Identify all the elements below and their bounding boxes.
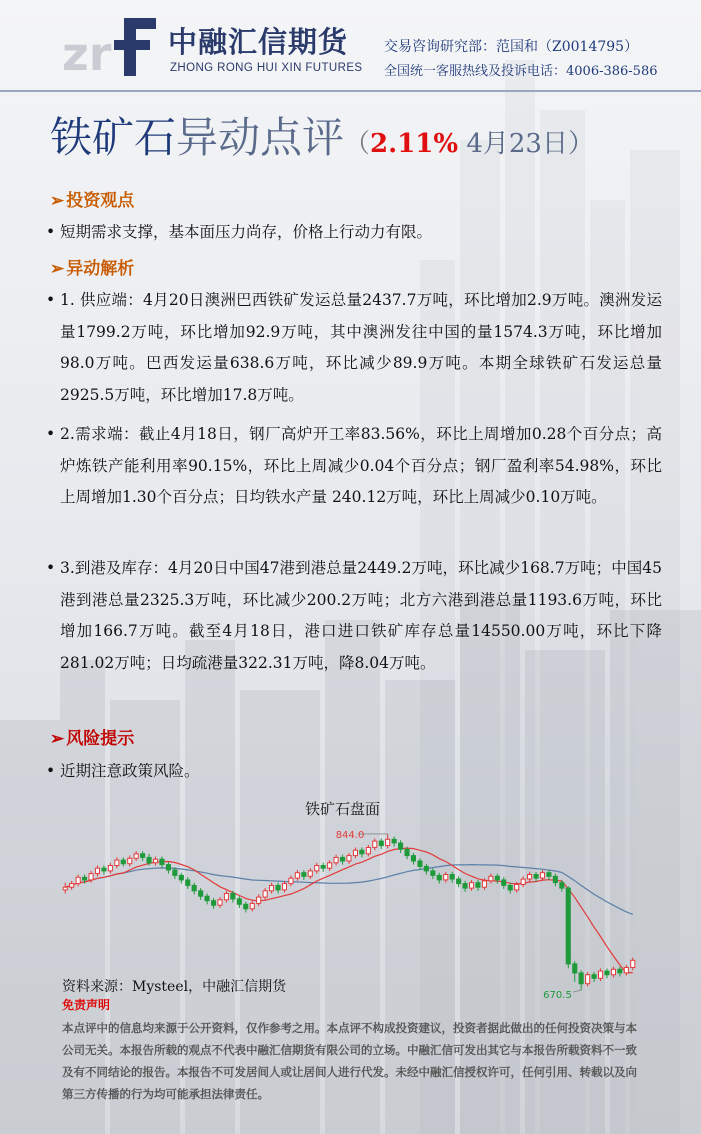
title-commodity: 铁矿石 bbox=[50, 113, 177, 162]
bullet-dot-icon: • bbox=[46, 291, 56, 309]
data-source: 资料来源：Mysteel，中融汇信期货 bbox=[62, 979, 287, 995]
candle-body bbox=[199, 891, 203, 896]
bullet-dot-icon: • bbox=[46, 425, 56, 443]
candle-body bbox=[566, 888, 570, 964]
candle-body bbox=[186, 880, 190, 885]
contact-analyst: 交易咨询研究部：范国和（Z0014795） bbox=[384, 39, 639, 55]
candle-body bbox=[166, 865, 170, 870]
section-heading-analysis: ➢ 异动解析 bbox=[50, 259, 135, 279]
candle-body bbox=[444, 875, 448, 880]
candle-body bbox=[263, 891, 267, 897]
disclaimer-body: 本点评中的信息均来源于公开资料，仅作参考之用。本点评不构成投资建议，投资者据此做出的任何投资决策与本公司无关。本报告所载的观点不代表中融汇信期货有限公司的立场。中融汇信可发出其它与本报告所载资料不一致及有不同结论的报告。本报告不可发居间人或让居间人进行代发。未经中融汇信授权许可，任何引用、转载以及向第三方传播的行为均可能承担法律责任。 bbox=[62, 1021, 637, 1101]
candle-body bbox=[495, 876, 499, 880]
section-heading-risk: ➢ 风险提示 bbox=[50, 729, 135, 749]
candle-body bbox=[489, 876, 493, 881]
bullet-view bbox=[46, 217, 662, 249]
section-heading-view: ➢ 投资观点 bbox=[50, 191, 135, 211]
candle-body bbox=[76, 877, 80, 883]
candle-body bbox=[508, 885, 512, 890]
candle-body bbox=[83, 877, 87, 880]
candle-body bbox=[579, 973, 583, 984]
candle-body bbox=[244, 904, 248, 909]
candle-body bbox=[560, 883, 564, 888]
candle-body bbox=[308, 871, 312, 876]
candle-body bbox=[482, 881, 486, 887]
title-change: 2.11% bbox=[370, 129, 459, 159]
candle-body bbox=[411, 856, 415, 861]
candle-body bbox=[631, 960, 635, 967]
report-header bbox=[0, 0, 701, 95]
company-logo bbox=[62, 12, 162, 82]
candle-body bbox=[379, 841, 383, 846]
ma-long-line bbox=[65, 865, 633, 915]
contact-hotline: 全国统一客服热线及投诉电话：4006-386-586 bbox=[384, 64, 658, 79]
svg-text:zr: zr bbox=[62, 27, 112, 81]
report-title bbox=[50, 112, 594, 170]
brand-name-en: ZHONG RONG HUI XIN FUTURES bbox=[170, 62, 363, 74]
chart-title: 铁矿石盘面 bbox=[305, 800, 381, 818]
candle-body bbox=[108, 866, 112, 871]
title-type: 异动点评 bbox=[176, 113, 345, 162]
candle-body bbox=[321, 866, 325, 869]
candle-body bbox=[289, 878, 293, 883]
bullet-supply bbox=[46, 285, 662, 411]
analysis-item-demand: 2.需求端：截止4月18日，钢厂高炉开工率83.56%，环比上周增加0.28个百分点；高炉炼铁产能利用率90.15%，环比上周减少0.04个百分点；钢厂盈利率54.98%，环比上周增加1.30个百分点；日均铁水产量 240.12万吨，环比上周减少0.10万吨。 bbox=[60, 425, 662, 506]
candle-body bbox=[102, 868, 106, 871]
candle-body bbox=[173, 870, 177, 875]
candle-body bbox=[218, 900, 222, 905]
candle-body bbox=[599, 971, 603, 978]
view-text: 短期需求支撑，基本面压力尚存，价格上行动力有限。 bbox=[60, 223, 433, 241]
candle-body bbox=[392, 839, 396, 843]
candle-body bbox=[341, 857, 345, 861]
candle-body bbox=[540, 873, 544, 878]
candle-body bbox=[450, 875, 454, 880]
candle-body bbox=[534, 875, 538, 879]
candle-body bbox=[431, 871, 435, 876]
bullet-demand bbox=[46, 419, 662, 514]
candle-body bbox=[250, 903, 254, 908]
bullet-dot-icon: • bbox=[46, 223, 56, 241]
candle-body bbox=[573, 964, 577, 973]
candle-body bbox=[605, 971, 609, 975]
analysis-item-port: 3.到港及库存：4月20日中国47港到港总量2449.2万吨，环比减少168.7万吨；中国45港到港总量2325.3万吨，环比减少200.2万吨；北方六港到港总量1193.6万吨，环比增加166.7万吨。截至4月18日，港口进口铁矿库存总量14550.00万吨，环比下降281.02万吨；日均疏港量322.31万吨，降8.04万吨。 bbox=[60, 559, 662, 672]
candle-body bbox=[515, 885, 519, 890]
candle-body bbox=[121, 860, 125, 864]
candle-body bbox=[360, 850, 364, 854]
bullet-port bbox=[46, 553, 662, 679]
candle-body bbox=[618, 969, 622, 973]
candle-body bbox=[95, 868, 99, 873]
candle-body bbox=[334, 857, 338, 862]
candle-body bbox=[160, 859, 164, 864]
candle-body bbox=[141, 854, 145, 858]
candle-body bbox=[366, 848, 370, 854]
candle-body bbox=[128, 858, 132, 863]
candle-body bbox=[212, 901, 216, 906]
candle-body bbox=[205, 896, 209, 901]
candle-body bbox=[476, 883, 480, 888]
candle-body bbox=[237, 899, 241, 904]
candle-body bbox=[89, 874, 93, 880]
candle-body bbox=[547, 873, 551, 877]
candle-body bbox=[154, 859, 158, 863]
arrow-icon: ➢ bbox=[50, 259, 65, 279]
disclaimer-title: 免责声明 bbox=[62, 998, 111, 1012]
candle-body bbox=[282, 884, 286, 890]
bullet-dot-icon: • bbox=[46, 762, 56, 780]
candle-body bbox=[192, 885, 196, 890]
arrow-icon: ➢ bbox=[50, 191, 65, 211]
high-label: 844.0 bbox=[335, 829, 365, 841]
candle-body bbox=[134, 854, 138, 859]
candle-body bbox=[424, 866, 428, 871]
candle-body bbox=[521, 879, 525, 884]
candle-body bbox=[315, 866, 319, 871]
candle-body bbox=[437, 875, 441, 880]
candle-body bbox=[115, 860, 119, 865]
candle-body bbox=[502, 880, 506, 885]
candle-body bbox=[611, 969, 615, 974]
candle-body bbox=[586, 975, 590, 984]
ma-short-line bbox=[65, 848, 633, 973]
low-label: 670.5 bbox=[543, 990, 572, 1002]
bullet-risk bbox=[46, 756, 662, 788]
candle-body bbox=[302, 873, 306, 877]
header-divider bbox=[0, 90, 701, 92]
candle-body bbox=[399, 843, 403, 849]
title-paren: （ bbox=[344, 129, 371, 159]
candle-body bbox=[624, 968, 628, 973]
candle-body bbox=[418, 861, 422, 866]
candle-body bbox=[257, 897, 261, 903]
candle-body bbox=[457, 879, 461, 884]
candle-body bbox=[553, 876, 557, 882]
low-marker bbox=[573, 990, 581, 992]
candle-body bbox=[353, 850, 357, 855]
candle-body bbox=[463, 884, 467, 889]
candle-body bbox=[70, 884, 74, 888]
title-date: 4月23日） bbox=[458, 129, 594, 159]
candle-body bbox=[470, 883, 474, 888]
candle-body bbox=[528, 875, 532, 880]
candle-body bbox=[224, 894, 228, 900]
candle-body bbox=[295, 873, 299, 878]
arrow-icon: ➢ bbox=[50, 729, 65, 749]
bullet-dot-icon: • bbox=[46, 559, 56, 577]
candle-body bbox=[347, 856, 351, 861]
analysis-item-supply: 1. 供应端：4月20日澳洲巴西铁矿发运总量2437.7万吨，环比增加2.9万吨。澳洲发运量1799.2万吨，环比增加92.9万吨，其中澳洲发往中国的量1574.3万吨，环比增加98.0万吨。巴西发运量638.6万吨，环比减少89.9万吨。本期全球铁矿石发运总量2925.5万吨，环比增加17.8万吨。 bbox=[60, 291, 662, 404]
candle-body bbox=[405, 849, 409, 855]
risk-text: 近期注意政策风险。 bbox=[60, 762, 200, 780]
candle-body bbox=[386, 839, 390, 845]
candle-body bbox=[328, 863, 332, 868]
candle-body bbox=[373, 841, 377, 847]
candle-body bbox=[63, 887, 67, 890]
candle-body bbox=[231, 894, 235, 899]
candle-body bbox=[270, 885, 274, 890]
brand-name-cn: 中融汇信期货 bbox=[168, 25, 349, 59]
candle-body bbox=[592, 975, 596, 979]
candle-body bbox=[179, 875, 183, 880]
candle-body bbox=[276, 885, 280, 890]
candle-body bbox=[147, 857, 151, 862]
